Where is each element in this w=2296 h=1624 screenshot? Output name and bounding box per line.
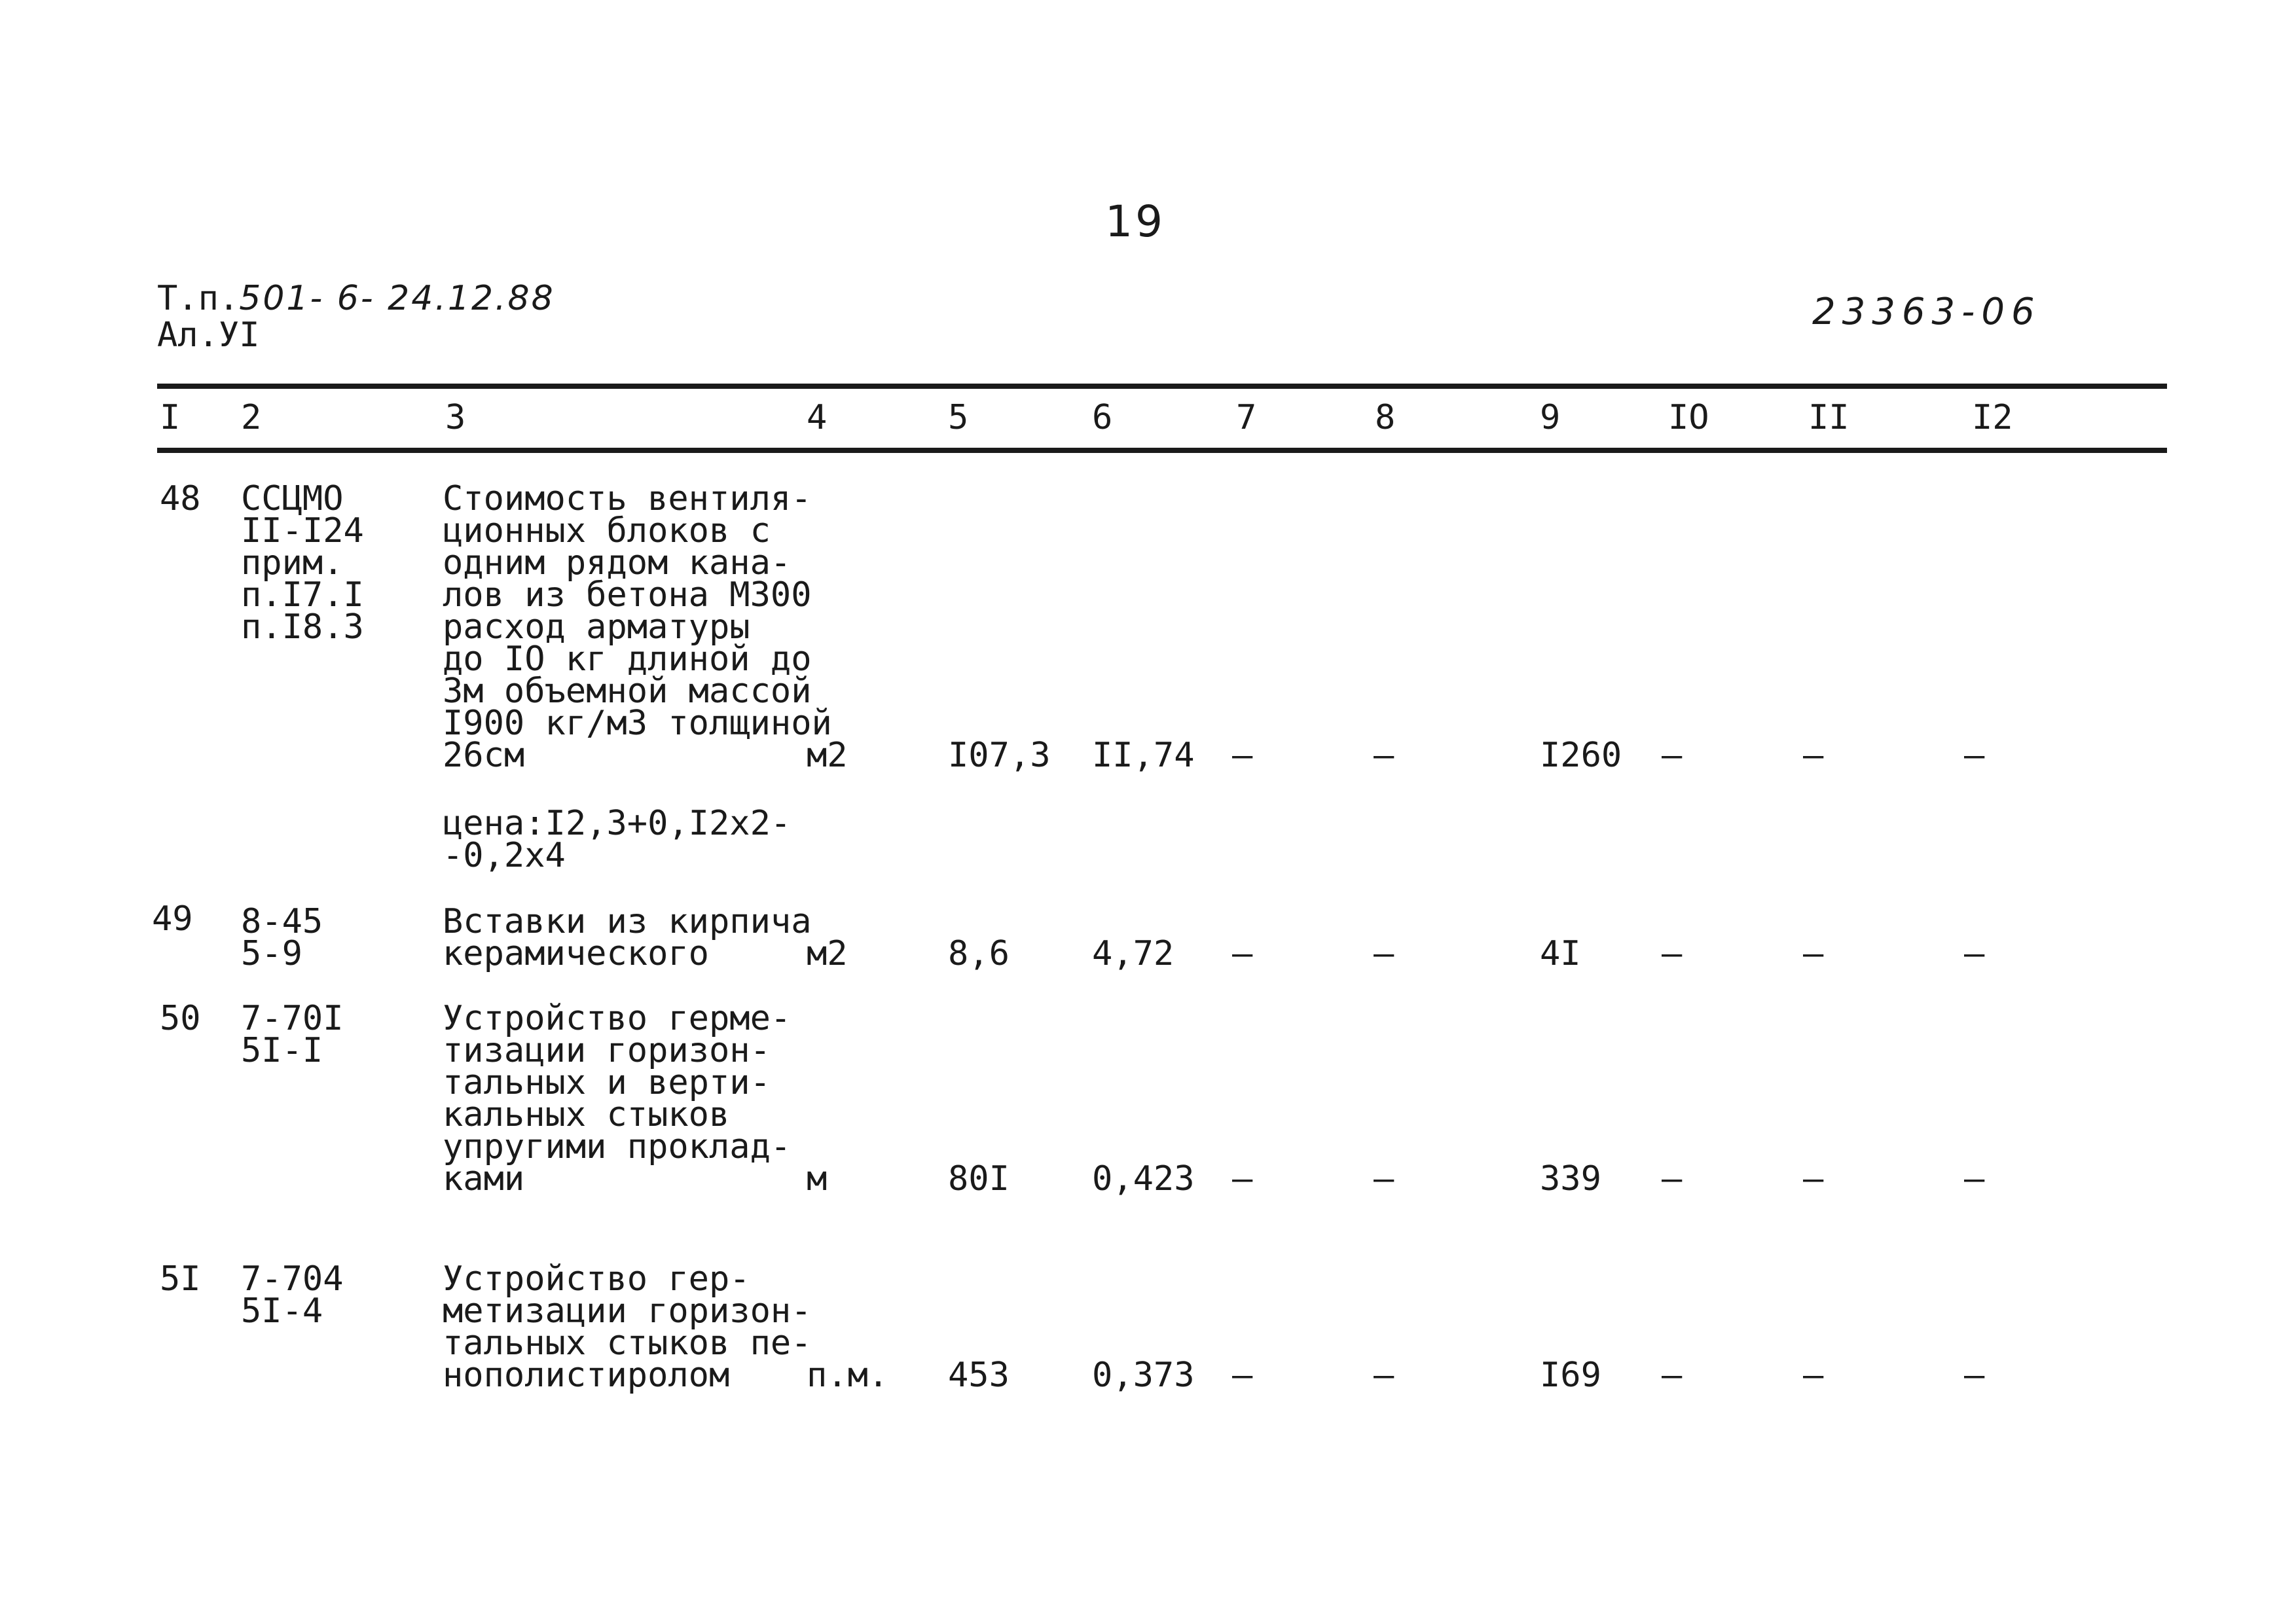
row-48-col12: – bbox=[1964, 736, 1985, 775]
row-48-col11: – bbox=[1803, 736, 1824, 775]
column-header-11: II bbox=[1808, 398, 1850, 437]
row-48-unit: м2 bbox=[807, 736, 848, 775]
row-48-col10: – bbox=[1662, 736, 1683, 775]
row-49-col8: – bbox=[1374, 934, 1394, 973]
column-header-2: 2 bbox=[241, 398, 262, 437]
row-49-description: Вставки из кирпича керамического bbox=[443, 902, 812, 973]
row-49-unit: м2 bbox=[807, 934, 848, 973]
row-50-code: 7-70I 5I-I bbox=[241, 999, 344, 1070]
document-code: 23363-06 bbox=[1812, 291, 2041, 333]
row-51-col10: – bbox=[1662, 1356, 1683, 1395]
row-50-col10: – bbox=[1662, 1159, 1683, 1199]
row-51-col9: I69 bbox=[1540, 1356, 1601, 1395]
row-50-description: Устройство герме- тизации горизон- тальных и верти- кальных стыков упругими проклад- ками bbox=[443, 999, 792, 1199]
row-50-price: 0,423 bbox=[1092, 1159, 1195, 1199]
column-header-6: 6 bbox=[1092, 398, 1113, 437]
row-49-col7: – bbox=[1232, 934, 1253, 973]
row-49-qty: 8,6 bbox=[948, 934, 1010, 973]
column-header-5: 5 bbox=[948, 398, 969, 437]
row-50-col7: – bbox=[1232, 1159, 1253, 1199]
row-49-number: 49 bbox=[152, 899, 193, 939]
row-51-number: 5I bbox=[160, 1259, 201, 1299]
album-label: Ал.УI bbox=[157, 316, 260, 355]
row-51-price: 0,373 bbox=[1092, 1356, 1195, 1395]
column-header-4: 4 bbox=[807, 398, 828, 437]
table-header-rule bbox=[157, 448, 2167, 453]
project-number-handwritten: 501- 6- 24.12.88 bbox=[239, 279, 555, 318]
row-51-code: 7-704 5I-4 bbox=[241, 1259, 344, 1331]
row-50-col8: – bbox=[1374, 1159, 1394, 1199]
row-51-col8: – bbox=[1374, 1356, 1394, 1395]
project-line bbox=[157, 280, 555, 317]
row-51-qty: 453 bbox=[948, 1356, 1010, 1395]
row-48-col8: – bbox=[1374, 736, 1394, 775]
row-50-col11: – bbox=[1803, 1159, 1824, 1199]
column-header-3: 3 bbox=[445, 398, 466, 437]
row-51-col11: – bbox=[1803, 1356, 1824, 1395]
column-header-7: 7 bbox=[1236, 398, 1257, 437]
row-49-code: 8-45 5-9 bbox=[241, 902, 323, 973]
row-48-col9: I260 bbox=[1540, 736, 1622, 775]
row-48-col7: – bbox=[1232, 736, 1253, 775]
project-prefix: Т.п. bbox=[157, 279, 240, 318]
column-header-9: 9 bbox=[1540, 398, 1561, 437]
row-48-code: ССЦМО II-I24 прим. п.I7.I п.I8.3 bbox=[241, 479, 364, 647]
row-49-col12: – bbox=[1964, 934, 1985, 973]
row-49-col10: – bbox=[1662, 934, 1683, 973]
row-50-number: 50 bbox=[160, 999, 201, 1038]
row-51-description: Устройство гер- метизации горизон- тальных стыков пе- нополистиролом bbox=[443, 1259, 812, 1395]
row-50-col12: – bbox=[1964, 1159, 1985, 1199]
row-49-col11: – bbox=[1803, 934, 1824, 973]
row-50-unit: м bbox=[807, 1159, 828, 1199]
row-48-price-note: цена:I2,3+0,I2х2- -0,2х4 bbox=[443, 804, 792, 875]
row-49-price: 4,72 bbox=[1092, 934, 1175, 973]
table-top-rule bbox=[157, 384, 2167, 389]
column-header-8: 8 bbox=[1375, 398, 1396, 437]
page-number: 19 bbox=[1105, 196, 1165, 247]
row-51-col12: – bbox=[1964, 1356, 1985, 1395]
column-header-12: I2 bbox=[1972, 398, 2013, 437]
row-49-col9: 4I bbox=[1540, 934, 1581, 973]
row-48-price: II,74 bbox=[1092, 736, 1195, 775]
row-50-qty: 80I bbox=[948, 1159, 1010, 1199]
row-48-number: 48 bbox=[160, 479, 201, 518]
row-48-qty: I07,3 bbox=[948, 736, 1051, 775]
row-48-description: Стоимость вентиля- ционных блоков с одним рядом кана- лов из бетона М300 расход арматуры до IO кг длиной до 3м объемной массой I900 кг/м3 толщиной 26см bbox=[443, 479, 832, 775]
row-51-unit: п.м. bbox=[807, 1356, 889, 1395]
row-50-col9: 339 bbox=[1540, 1159, 1601, 1199]
column-header-10: IO bbox=[1668, 398, 1709, 437]
row-51-col7: – bbox=[1232, 1356, 1253, 1395]
column-header-1: I bbox=[160, 398, 181, 437]
